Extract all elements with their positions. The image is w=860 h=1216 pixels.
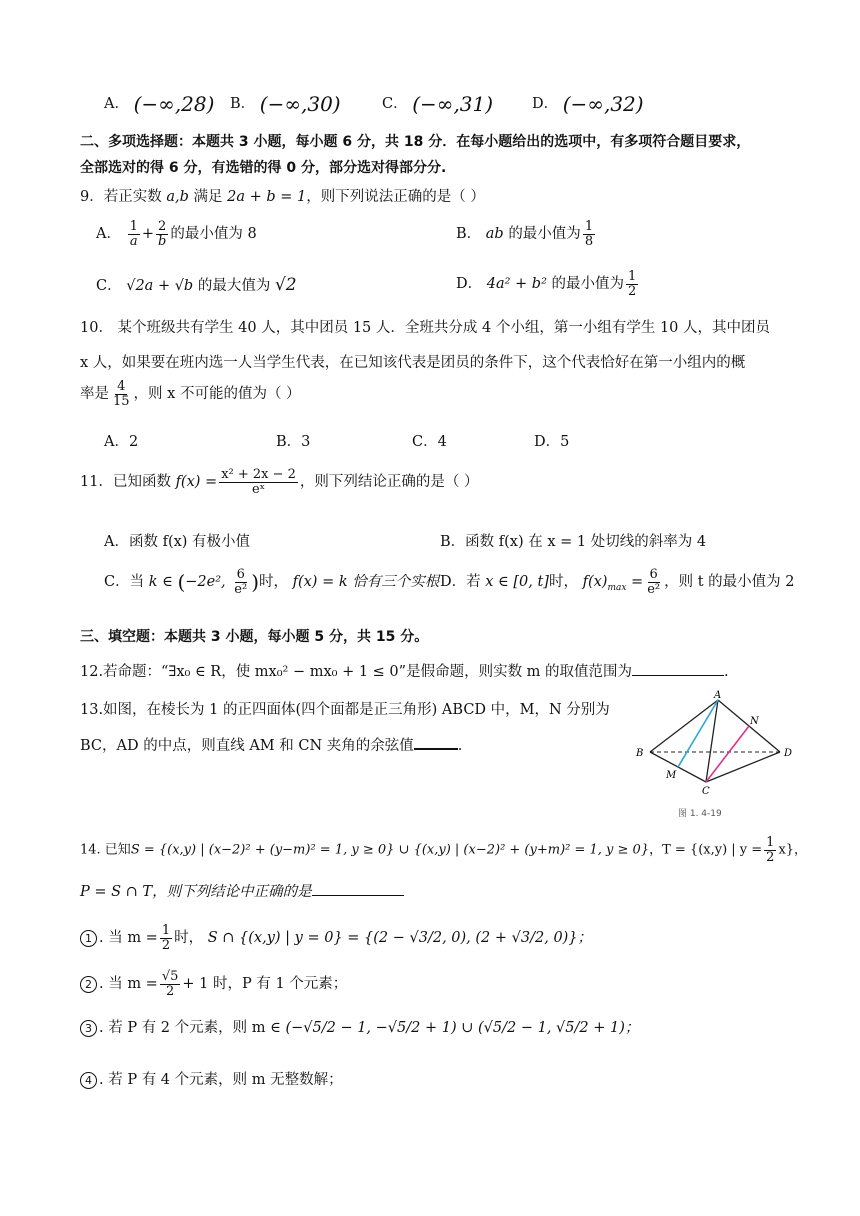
q10-option-c: C．4 (412, 434, 447, 450)
q10-option-b: B．3 (276, 434, 311, 450)
q14-line2: P = S ∩ T，则下列结论中正确的是 (80, 880, 404, 901)
q12-stem: 12.若命题：“∃x₀ ∈ R，使 mx₀² − mx₀ + 1 ≤ 0”是假命题，则实数 m 的取值范围为 . (80, 664, 729, 680)
q11-option-d: D．若 x ∈ [0, t]时， $f(x)_{max}$ = $\frac{6}{\text{e²}}$ ，则 t 的最小值为 2 (440, 567, 795, 597)
section2-heading-line1: 二、多项选择题：本题共 3 小题，每小题 6 分，共 18 分．在每小题给出的选项中，有多项符合题目要求， (80, 134, 751, 150)
q8-option-a: A． (−∞,28) (104, 92, 215, 116)
q11-option-c: C．当 k ∈ (−2e², $\frac{6}{\text{e²}}$ )时， f(x) = k 恰有三个实根 (104, 567, 440, 597)
q10-option-a: A．2 (104, 434, 139, 450)
section2-heading-line2: 全部选对的得 6 分，有选错的得 0 分，部分选对得部分分. (80, 160, 447, 176)
q13-answer-blank[interactable] (414, 736, 458, 750)
edge-ab (650, 700, 718, 752)
section3-heading: 三、填空题：本题共 3 小题，每小题 5 分，共 15 分。 (80, 629, 429, 645)
circled-number-3: 3 (80, 1020, 97, 1037)
circled-number-2: 2 (80, 976, 97, 993)
q9-option-d: D． 4a² + b² 的最小值为 $\frac{1}{2}$ (456, 269, 637, 299)
label-d: D (784, 748, 793, 759)
q10-option-d: D．5 (534, 434, 570, 450)
q14-item-2: 2 . 当 m = $\frac{√5}{2}$ + 1 时，P 有 1 个元素； (80, 970, 347, 998)
q14-item-3: 3 . 若 P 有 2 个元素，则 m ∈ (−√5/2 − 1, −√5/2 + 1) ∪ (√5/2 − 1, √5/2 + 1)； (80, 1016, 639, 1037)
q12-answer-blank[interactable] (632, 663, 724, 676)
label-m: M (666, 770, 677, 781)
q14-item-1: 1 . 当 m = $\frac{1}{2}$ 时， S ∩ {(x,y) | y = 0} = {(2 − √3/2, 0), (2 + √3/2, 0)}； (80, 924, 592, 952)
q14-item-4: 4 . 若 P 有 4 个元素，则 m 无整数解； (80, 1068, 343, 1089)
q9-option-c: C． √2a + √b 的最大值为 √2 (96, 275, 297, 295)
q9-stem: 9．若正实数 a,b 满足 2a + b = 1，则下列说法正确的是（ ） (80, 189, 485, 205)
label-n: N (750, 716, 759, 727)
q8-option-b: B． (−∞,30) (230, 92, 341, 116)
q14-answer-blank[interactable] (312, 883, 404, 896)
label-c: C (702, 786, 710, 797)
q10-line2: x 人，如果要在班内选一人当学生代表，在已知该代表是团员的条件下，这个代表恰好在第一小组内的概 (80, 355, 746, 371)
circled-number-4: 4 (80, 1072, 97, 1089)
q13-line1: 13.如图，在棱长为 1 的正四面体(四个面都是正三角形) ABCD 中，M，N 分别为 (80, 702, 610, 718)
q11-stem: 11．已知函数 f(x) = $\frac{\text{x² + 2x − 2}}{\text{eˣ}}$ ，则下列结论正确的是（ ） (80, 467, 479, 497)
q8-option-d: D． (−∞,32) (532, 92, 644, 116)
figure-caption: 图 1. 4-19 (678, 809, 722, 819)
q10-line1: 10． 某个班级共有学生 40 人，其中团员 15 人．全班共分成 4 个小组，第一小组有学生 10 人，其中团员 (80, 320, 771, 336)
tetrahedron-figure (630, 690, 800, 820)
q8-option-c: C． (−∞,31) (382, 92, 494, 116)
q11-option-a: A．函数 f(x) 有极小值 (104, 534, 251, 550)
label-a: A (714, 690, 722, 701)
q14-line1: 14. 已知S = {(x,y) | (x−2)² + (y−m)² = 1, y ≥ 0} ∪ {(x,y) | (x−2)² + (y+m)² = 1, y ≥ 0}，T = {(x,y) | y = $\frac{1}{2}$ x}， (80, 835, 808, 865)
segment-am (678, 700, 718, 767)
q9-option-a: A． $\frac{1}{a}$ + $\frac{2}{b}$ 的最小值为 8 (96, 219, 257, 249)
q10-line3: 率是 $\frac{4}{15}$ ，则 x 不可能的值为（ ） (80, 379, 301, 409)
circled-number-1: 1 (80, 930, 97, 947)
q13-line2: BC，AD 的中点，则直线 AM 和 CN 夹角的余弦值 . (80, 738, 463, 754)
q9-option-b: B． ab 的最小值为 $\frac{1}{8}$ (456, 219, 594, 249)
label-b: B (636, 748, 644, 759)
q11-option-b: B．函数 f(x) 在 x = 1 处切线的斜率为 4 (440, 534, 707, 550)
